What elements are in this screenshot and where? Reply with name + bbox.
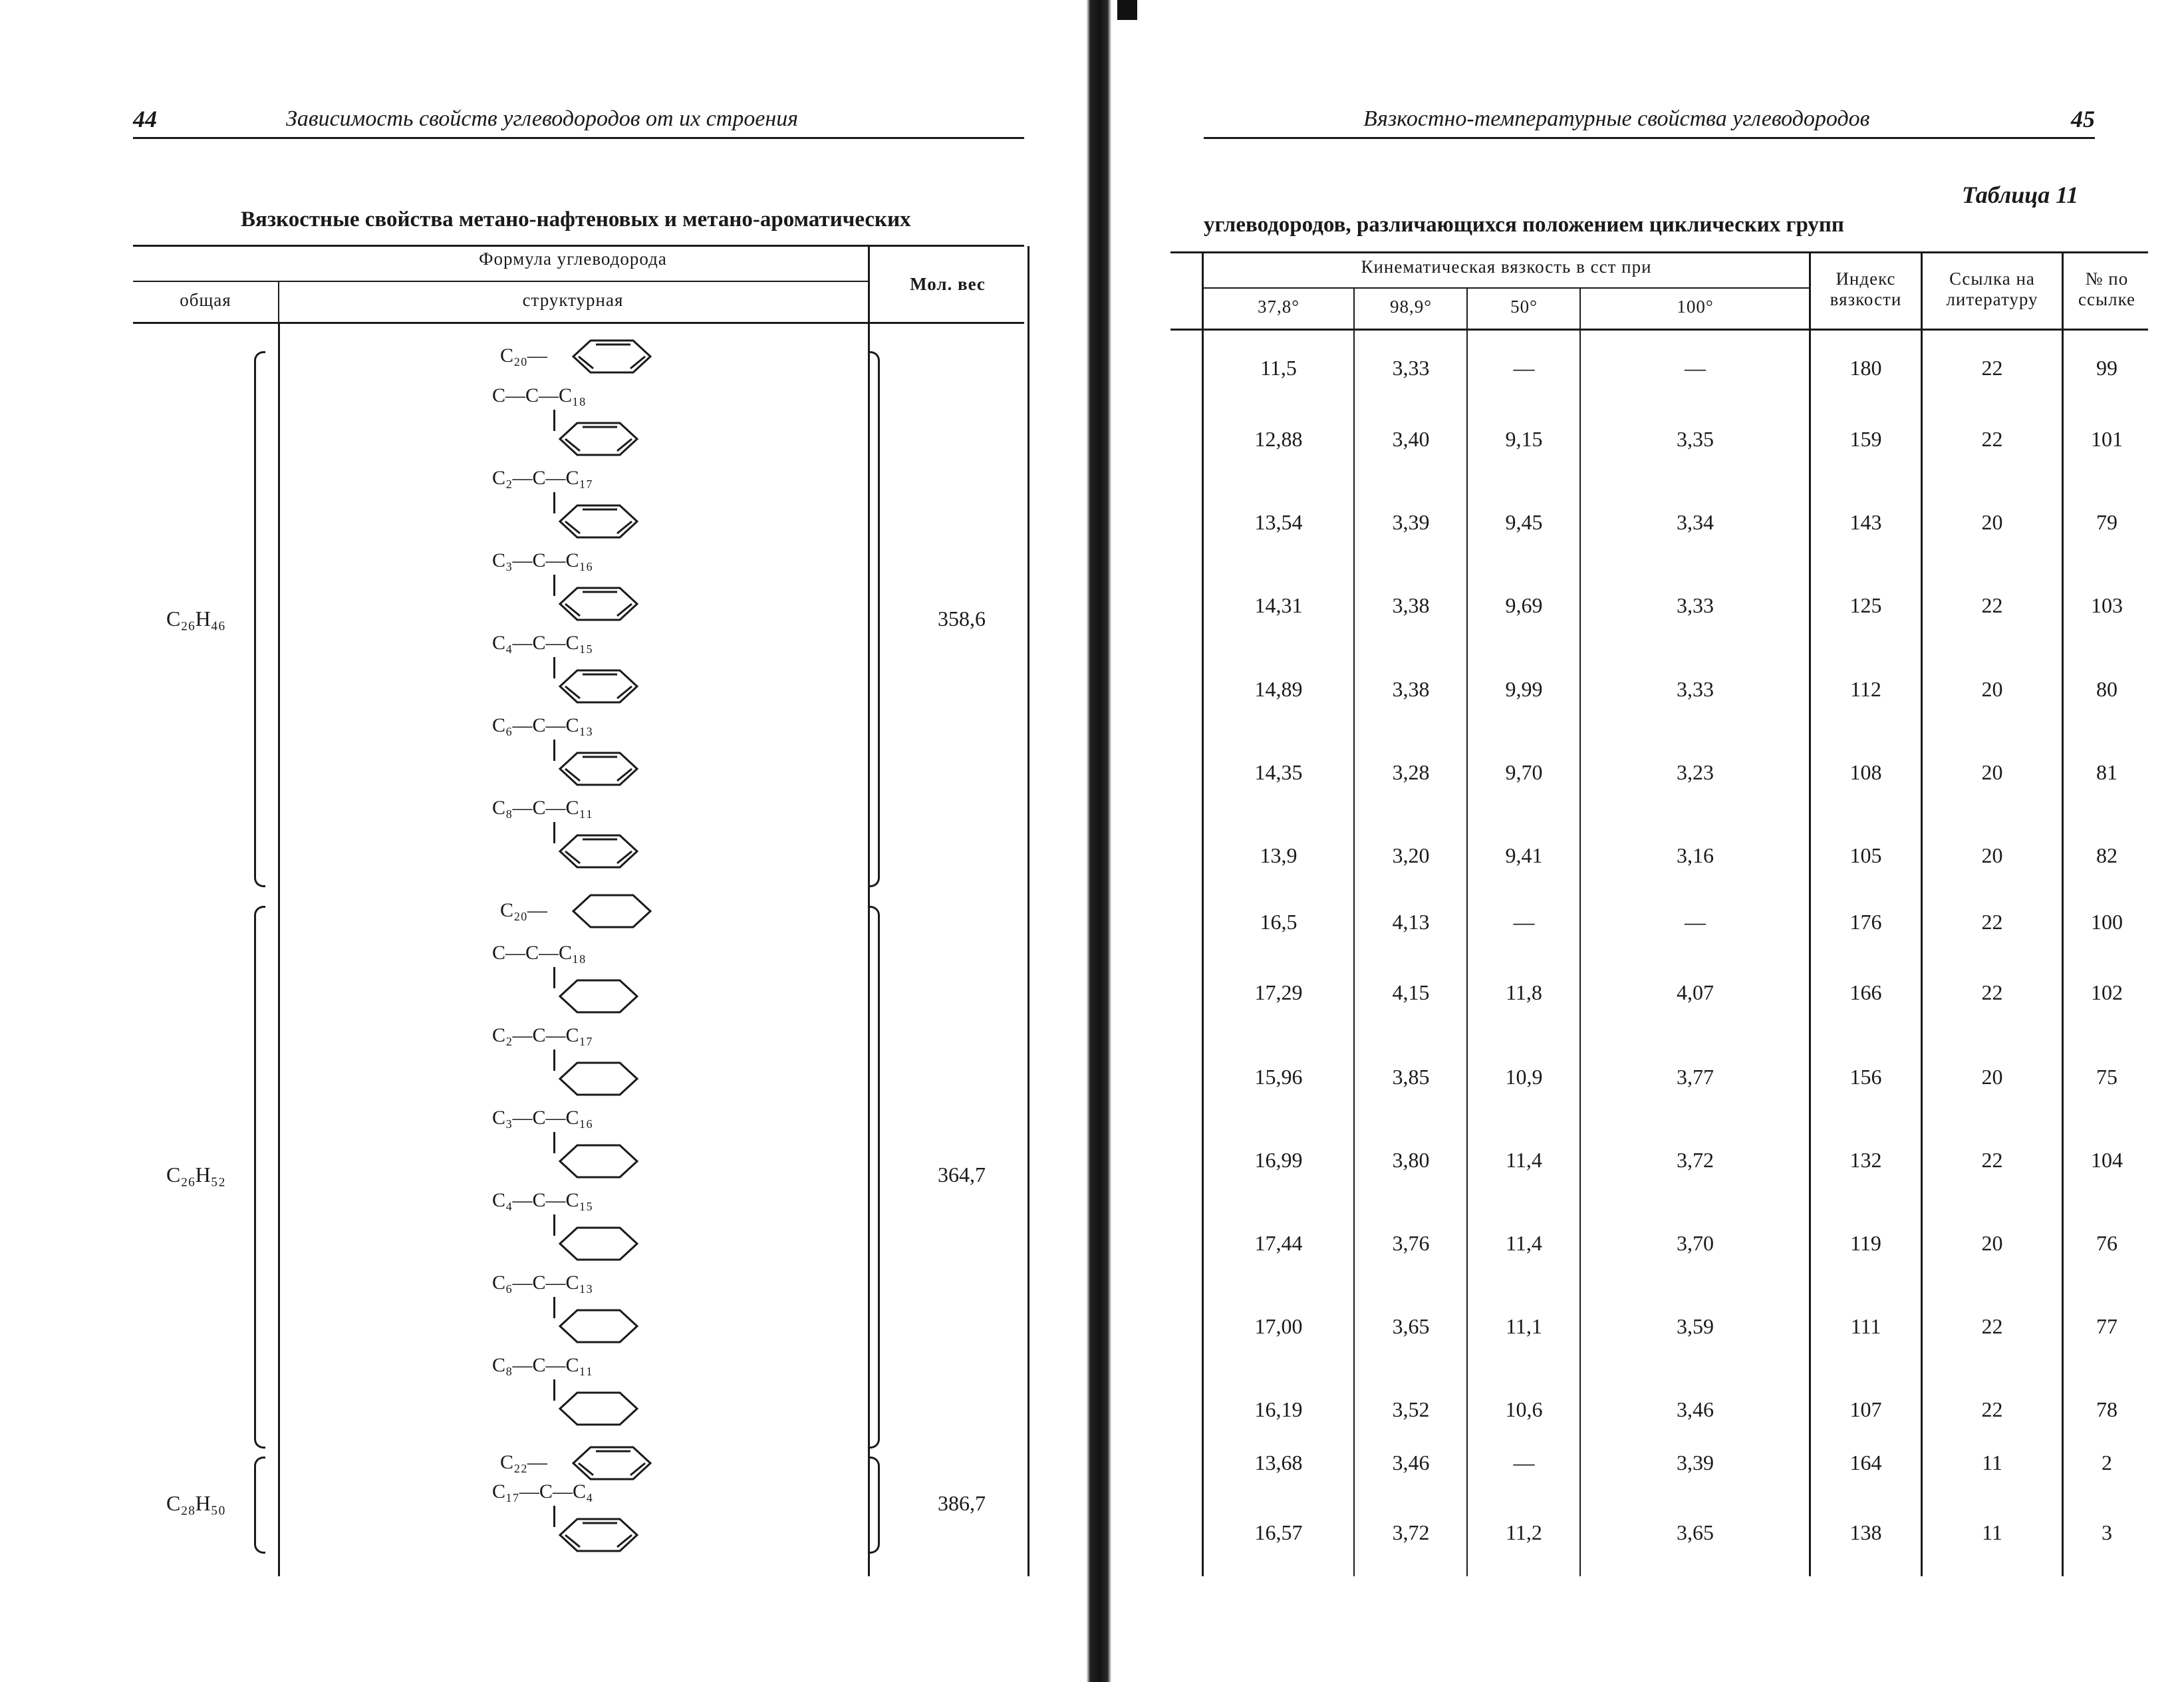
ring-icon [553, 1225, 644, 1264]
chain-label: C₄—C—C₁₅ [492, 632, 593, 654]
table-cell: 125 [1849, 593, 1882, 617]
table-cell: 3,76 [1392, 1231, 1430, 1255]
chain-label: C₃—C—C₁₆ [492, 549, 593, 571]
table-cell: 82 [2096, 843, 2117, 867]
right-running-title: Вязкостно-температурные свойства углеводородов [1363, 106, 1870, 131]
group2-left-brace [254, 906, 265, 1449]
table-cell: 3,35 [1677, 427, 1714, 451]
header-general: общая [180, 290, 231, 310]
header-formula: Формула углеводорода [479, 249, 667, 269]
table-cell: 20 [1981, 1065, 2003, 1089]
table-cell: — [1513, 910, 1535, 934]
table-cell: 138 [1849, 1520, 1882, 1544]
left-header-bottom-rule [133, 322, 1024, 324]
table-cell: 13,54 [1254, 510, 1303, 534]
table-cell: 17,44 [1254, 1231, 1303, 1255]
ring-icon [553, 420, 644, 459]
table-cell: 20 [1981, 677, 2003, 701]
table-cell: 14,31 [1254, 593, 1303, 617]
table-cell: 3,39 [1677, 1451, 1714, 1474]
table-cell: 11,1 [1506, 1314, 1542, 1338]
table-cell: 76 [2096, 1231, 2117, 1255]
table-cell: 14,89 [1254, 677, 1303, 701]
table-cell: 3,38 [1392, 593, 1430, 617]
table-cell: 77 [2096, 1314, 2117, 1338]
table-cell: 11,4 [1506, 1231, 1542, 1255]
group3-general-formula: C₂₈H₅₀ [166, 1491, 226, 1515]
table-cell: 102 [2091, 980, 2123, 1004]
table-cell: — [1685, 356, 1706, 380]
table-cell: 3,38 [1392, 677, 1430, 701]
table-cell: 2 [2102, 1451, 2112, 1474]
group2-right-brace [869, 906, 880, 1449]
table-cell: 9,69 [1505, 593, 1543, 617]
book-spine [1079, 0, 1117, 1682]
table-cell: 22 [1981, 1397, 2003, 1421]
table-cell: 22 [1981, 910, 2003, 934]
table-cell: 112 [1850, 677, 1881, 701]
table-cell: 20 [1981, 760, 2003, 784]
table-cell: 10,6 [1505, 1397, 1543, 1421]
group1-general-formula: C₂₆H₄₆ [166, 607, 226, 631]
table-cell: 12,88 [1254, 427, 1303, 451]
chain-label: C₈—C—C₁₁ [492, 1354, 593, 1376]
table-cell: 3,46 [1392, 1451, 1430, 1474]
table-cell: 3,59 [1677, 1314, 1714, 1338]
table-cell: 80 [2096, 677, 2117, 701]
table-cell: 143 [1849, 510, 1882, 534]
table-cell: 3,65 [1392, 1314, 1430, 1338]
header-viscosity: Кинематическая вязкость в сст при [1361, 257, 1652, 277]
left-col-divider-right [1027, 246, 1029, 1576]
table-cell: 4,07 [1677, 980, 1714, 1004]
table-cell: 99 [2096, 356, 2117, 380]
header-mol-weight: Мол. вес [910, 274, 986, 294]
table-cell: 4,13 [1392, 910, 1430, 934]
table-cell: 78 [2096, 1397, 2117, 1421]
chain-label: C₄—C—C₁₅ [492, 1189, 593, 1211]
ring-icon [553, 1308, 644, 1346]
ring-icon [553, 1060, 644, 1099]
ring-icon [553, 1390, 644, 1429]
right-col-line-3 [1579, 289, 1581, 1576]
ring-icon [553, 1516, 644, 1555]
table-cell: 16,5 [1260, 910, 1297, 934]
table-cell: 11 [1982, 1520, 2002, 1544]
ring-icon [567, 1445, 657, 1483]
group1-left-brace [254, 351, 265, 887]
table-cell: 104 [2091, 1148, 2123, 1172]
table-cell: 3,28 [1392, 760, 1430, 784]
table-cell: 11,5 [1260, 356, 1297, 380]
ring-icon [553, 668, 644, 706]
table-cell: 22 [1981, 1314, 2003, 1338]
table-cell: 107 [1849, 1397, 1882, 1421]
left-table-top-rule [133, 245, 1024, 247]
right-page-number: 45 [2071, 106, 2095, 132]
table-cell: 17,29 [1254, 980, 1303, 1004]
table-cell: 3,80 [1392, 1148, 1430, 1172]
table-cell: 9,41 [1505, 843, 1543, 867]
table-cell: 3,46 [1677, 1397, 1714, 1421]
left-page [0, 0, 1077, 1682]
table-cell: 22 [1981, 1148, 2003, 1172]
table-cell: 75 [2096, 1065, 2117, 1089]
table-label: Таблица 11 [1962, 182, 2079, 208]
chain-label: C₂—C—C₁₇ [492, 467, 593, 489]
chain-label: C₂₂— [500, 1451, 547, 1473]
table-cell: 22 [1981, 427, 2003, 451]
table-cell: 11 [1982, 1451, 2002, 1474]
ring-icon [567, 338, 657, 376]
right-header-mid-rule [1204, 287, 1809, 289]
left-table-caption: Вязкостные свойства метано-нафтеновых и метано-ароматических [241, 208, 911, 231]
table-cell: 22 [1981, 356, 2003, 380]
group1-right-brace [869, 351, 880, 887]
table-cell: — [1513, 356, 1535, 380]
table-cell: 9,70 [1505, 760, 1543, 784]
table-cell: 159 [1849, 427, 1882, 451]
right-col-line-1 [1353, 289, 1355, 1576]
table-cell: 3,16 [1677, 843, 1714, 867]
table-cell: 9,99 [1505, 677, 1543, 701]
table-cell: 3,72 [1677, 1148, 1714, 1172]
table-cell: 119 [1850, 1231, 1881, 1255]
table-cell: 166 [1849, 980, 1882, 1004]
table-cell: 132 [1849, 1148, 1882, 1172]
table-cell: — [1685, 910, 1706, 934]
left-running-title: Зависимость свойств углеводородов от их строения [286, 106, 799, 131]
table-cell: 100 [2091, 910, 2123, 934]
left-page-number: 44 [133, 106, 157, 132]
table-cell: 3,85 [1392, 1065, 1430, 1089]
right-running-head [1204, 106, 2095, 139]
left-running-head [133, 106, 1024, 139]
ring-icon [553, 585, 644, 624]
chain-label: C₃—C—C₁₆ [492, 1107, 593, 1129]
table-cell: 4,15 [1392, 980, 1430, 1004]
table-cell: 3,52 [1392, 1397, 1430, 1421]
chain-label: C₆—C—C₁₃ [492, 714, 593, 736]
table-cell: 3,72 [1392, 1520, 1430, 1544]
table-cell: 108 [1849, 760, 1882, 784]
table-cell: 103 [2091, 593, 2123, 617]
header-structural: структурная [522, 290, 624, 310]
table-cell: 3,20 [1392, 843, 1430, 867]
table-cell: 81 [2096, 760, 2117, 784]
table-cell: 3,34 [1677, 510, 1714, 534]
chain-label: C₈—C—C₁₁ [492, 797, 593, 819]
group2-mol-weight: 364,7 [938, 1163, 986, 1187]
table-cell: 111 [1850, 1314, 1881, 1338]
chain-label: C₆—C—C₁₃ [492, 1272, 593, 1294]
left-header-mid-rule [133, 281, 868, 282]
table-cell: 13,68 [1254, 1451, 1303, 1474]
left-col-divider-general [278, 322, 280, 1576]
table-cell: 13,9 [1260, 843, 1297, 867]
header-index: Индекс вязкости [1830, 269, 1902, 310]
table-cell: 20 [1981, 510, 2003, 534]
table-cell: 10,9 [1505, 1065, 1543, 1089]
table-cell: 3,33 [1677, 677, 1714, 701]
chain-label: C₁₇—C—C₄ [492, 1480, 593, 1502]
table-cell: 3,65 [1677, 1520, 1714, 1544]
group3-right-brace [869, 1457, 880, 1554]
group2-general-formula: C₂₆H₅₂ [166, 1163, 226, 1187]
table-cell: 14,35 [1254, 760, 1303, 784]
table-cell: 20 [1981, 1231, 2003, 1255]
ring-icon [553, 503, 644, 541]
right-col-line-2 [1466, 289, 1468, 1576]
table-cell: 164 [1849, 1451, 1882, 1474]
ring-icon [553, 978, 644, 1016]
chain-label: C₂₀— [500, 899, 547, 921]
chain-label: C—C—C₁₈ [492, 942, 586, 964]
table-cell: 22 [1981, 980, 2003, 1004]
table-cell: 20 [1981, 843, 2003, 867]
table-cell: 16,99 [1254, 1148, 1303, 1172]
chain-label: C—C—C₁₈ [492, 384, 586, 406]
ring-icon [567, 893, 657, 931]
right-table-top-rule [1170, 251, 2148, 253]
header-t4: 100° [1677, 297, 1714, 317]
chain-label: C₂₀— [500, 345, 547, 366]
header-t3: 50° [1510, 297, 1538, 317]
header-t2: 98,9° [1389, 297, 1433, 317]
table-cell: 180 [1849, 356, 1882, 380]
table-cell: 3,33 [1392, 356, 1430, 380]
table-cell: 156 [1849, 1065, 1882, 1089]
table-cell: 3,40 [1392, 427, 1430, 451]
header-num: № по ссылке [2078, 269, 2135, 310]
right-header-bottom-rule [1170, 329, 2148, 331]
table-cell: 17,00 [1254, 1314, 1303, 1338]
group3-left-brace [254, 1457, 265, 1554]
table-cell: 101 [2091, 427, 2123, 451]
table-cell: 22 [1981, 593, 2003, 617]
table-cell: 16,57 [1254, 1520, 1303, 1544]
table-cell: 11,8 [1506, 980, 1542, 1004]
chain-label: C₂—C—C₁₇ [492, 1024, 593, 1046]
group1-mol-weight: 358,6 [938, 607, 986, 631]
table-cell: 3,23 [1677, 760, 1714, 784]
table-cell: 105 [1849, 843, 1882, 867]
table-cell: 9,15 [1505, 427, 1543, 451]
table-cell: 16,19 [1254, 1397, 1303, 1421]
table-cell: 3,39 [1392, 510, 1430, 534]
table-cell: 3,77 [1677, 1065, 1714, 1089]
ring-icon [553, 833, 644, 871]
header-ref: Ссылка на литературу [1946, 269, 2038, 310]
table-cell: 3,70 [1677, 1231, 1714, 1255]
ring-icon [553, 1143, 644, 1181]
table-cell: 11,4 [1506, 1148, 1542, 1172]
table-cell: — [1513, 1451, 1535, 1474]
table-cell: 3 [2102, 1520, 2112, 1544]
ring-icon [553, 750, 644, 789]
right-table-caption: углеводородов, различающихся положением циклических групп [1204, 213, 1844, 237]
table-cell: 176 [1849, 910, 1882, 934]
group3-mol-weight: 386,7 [938, 1491, 986, 1515]
table-cell: 11,2 [1506, 1520, 1542, 1544]
table-cell: 79 [2096, 510, 2117, 534]
table-cell: 9,45 [1505, 510, 1543, 534]
table-cell: 3,33 [1677, 593, 1714, 617]
header-t1: 37,8° [1257, 297, 1300, 317]
right-page [1117, 0, 2184, 1682]
table-cell: 15,96 [1254, 1065, 1303, 1089]
